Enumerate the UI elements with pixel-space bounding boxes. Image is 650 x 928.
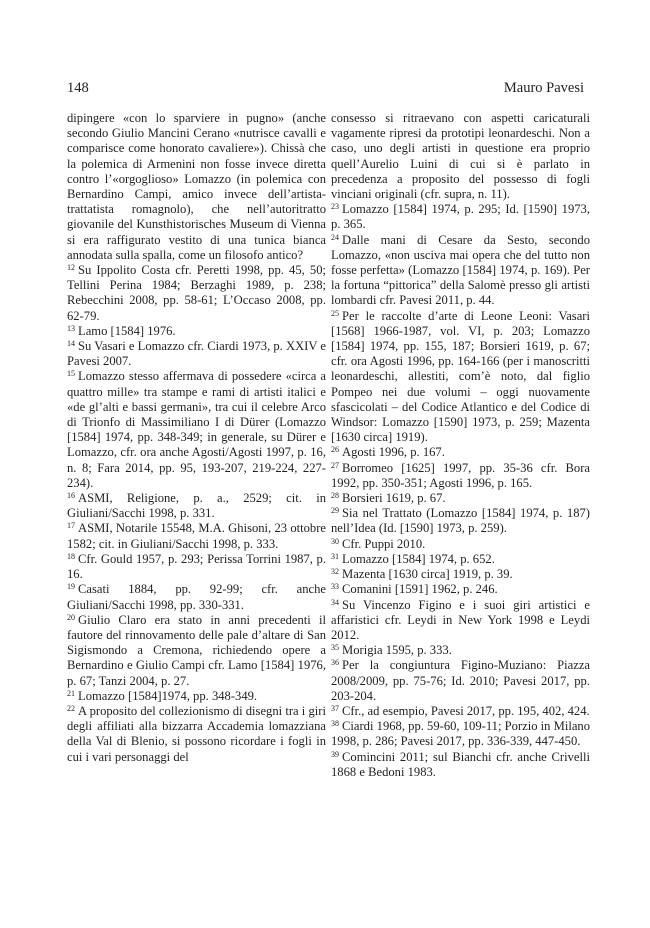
footnote-13: $^{13}$ Lamo [1584] 1976.	[67, 323, 176, 338]
footnote-22-continuation: consesso si ritraevano con aspetti caricaturali vagamente ripresi da prototipi leonardeschi. Non a caso, uno degli artisti in questione era proprio quell’Aurelio Luini di cui si è parlato in precedenza a proposito del possesso di fogli vinciani originali (cfr. supra, n. 11).	[331, 111, 590, 202]
footnote-25: $^{25}$ Per le raccolte d’arte di Leone Leoni: Vasari [1568] 1966-1987, vol. VI, p. 203; Lomazzo [1584] 1974, pp. 155, 187; Borsieri 1619, p. 67; cfr. ora Agosti 1996, pp. 164-166 (per i manoscritti leonardeschi, allestiti, com’è noto, dal figlio Pompeo nei due volumi – oggi nuovamente sfascicolati – del Codice Atlantico e del Codice di Windsor: Lomazzo [1590] 1973, p. 259; Mazenta [1630 circa] 1919).	[331, 308, 590, 445]
footnote-16: $^{16}$ ASMI, Religione, p. a., 2529; cit. in Giuliani/Sacchi 1998, p. 331.	[67, 491, 326, 521]
body-paragraph: dipingere «con lo sparviere in pugno» (anche secondo Giulio Mancini Cerano «nutrisce cavalli e comparisce come honorato cavaliere»). Chissà che la polemica di Armenini non fosse invece diretta contro l’«orgoglioso» Lomazzo (in polemica con Bernardino Campi, amico invece dell’artista-trattatista romagnolo), che nell’autoritratto giovanile del Kunsthistorisches Museum di Vienna si era raffigurato vestito di una tunica bianca annodata sulla spalla, come un filosofo antico?	[67, 111, 326, 262]
footnote-27: $^{27}$ Borromeo [1625] 1997, pp. 35-36 cfr. Bora 1992, pp. 350-351; Agosti 1996, p. 165.	[331, 460, 590, 490]
left-column	[67, 111, 326, 765]
footnote-31: $^{31}$ Lomazzo [1584] 1974, p. 652.	[331, 551, 495, 566]
footnote-30: $^{30}$ Cfr. Puppi 2010.	[331, 536, 426, 551]
footnote-32: $^{32}$ Mazenta [1630 circa] 1919, p. 39.	[331, 567, 513, 582]
footnote-22: $^{22}$ A proposito del collezionismo di disegni tra i giri degli affiliati alla bizzarra Accademia lomazziana della Val di Blenio, si possono ricordare i fogli in cui i vari personaggi del	[67, 703, 326, 764]
footnote-37: $^{37}$ Cfr., ad esempio, Pavesi 2017, pp. 195, 402, 424.	[331, 703, 590, 718]
footnote-33: $^{33}$ Comanini [1591] 1962, p. 246.	[331, 582, 498, 597]
footnote-20: $^{20}$ Giulio Claro era stato in anni precedenti il fautore del rinnovamento delle pale d’altare di San Sigismondo a Cremona, richiedendo opere a Bernardino e Giulio Campi cfr. Lamo [1584] 1976, p. 67; Tanzi 2004, p. 27.	[67, 612, 326, 688]
footnote-17: $^{17}$ ASMI, Notarile 15548, M.A. Ghisoni, 23 ottobre 1582; cit. in Giuliani/Sacchi 1998, p. 333.	[67, 521, 326, 551]
page-number: 148	[67, 80, 89, 96]
right-column	[331, 111, 590, 780]
running-head: Mauro Pavesi	[503, 80, 584, 96]
footnote-35: $^{35}$ Morigia 1595, p. 333.	[331, 643, 452, 658]
footnote-19: $^{19}$ Casati 1884, pp. 92-99; cfr. anche Giuliani/Sacchi 1998, pp. 330-331.	[67, 582, 326, 612]
footnote-34: $^{34}$ Su Vincenzo Figino e i suoi giri artistici e affaristici cfr. Leydi in New York 1998 e Leydi 2012.	[331, 597, 590, 642]
footnote-12: $^{12}$ Su Ippolito Costa cfr. Peretti 1998, pp. 45, 50; Tellini Perina 1984; Berzaghi 1989, p. 238; Rebecchini 2008, pp. 58-61; L’Occaso 2008, pp. 62-79.	[67, 263, 326, 323]
footnote-29: $^{29}$ Sia nel Trattato (Lomazzo [1584] 1974, p. 187) nell’Idea (Id. [1590] 1973, p. 259).	[331, 506, 590, 536]
footnote-28: $^{28}$ Borsieri 1619, p. 67.	[331, 491, 446, 506]
footnote-39: $^{39}$ Comincini 2011; sul Bianchi cfr. anche Crivelli 1868 e Bedoni 1983.	[331, 749, 590, 779]
footnote-15: $^{15}$ Lomazzo stesso affermava di possedere «circa a quattro mille» tra stampe e rami di artisti italici e «de gl’alti e bassi germani», tra cui il celebre Arco di Trionfo di Massimiliano I di Dürer (Lomazzo [1584] 1974, pp. 348-349; in generale, su Dürer e Lomazzo, cfr. ora anche Agosti/Agosti 1997, p. 16, n. 8; Fara 2014, pp. 95, 193-207, 219-224, 227-234).	[67, 369, 326, 490]
footnote-38: $^{38}$ Ciardi 1968, pp. 59-60, 109-11; Porzio in Milano 1998, p. 286; Pavesi 2017, pp. 336-339, 447-450.	[331, 719, 590, 749]
footnote-23: $^{23}$ Lomazzo [1584] 1974, p. 295; Id. [1590] 1973, p. 365.	[331, 202, 590, 232]
footnote-21: $^{21}$ Lomazzo [1584]1974, pp. 348-349.	[67, 688, 258, 703]
footnote-24: $^{24}$ Dalle mani di Cesare da Sesto, secondo Lomazzo, «non usciva mai opera che del tutto non fosse perfetta» (Lomazzo [1584] 1974, p. 169). Per la fortuna “pittorica” della Salomè presso gli artisti lombardi cfr. Pavesi 2011, p. 44.	[331, 232, 590, 308]
footnote-36: $^{36}$ Per la congiuntura Figino-Muziano: Piazza 2008/2009, pp. 75-76; Id. 2010; Pavesi 2017, pp. 203-204.	[331, 658, 590, 703]
footnote-18: $^{18}$ Cfr. Gould 1957, p. 293; Perissa Torrini 1987, p. 16.	[67, 551, 326, 582]
footnote-26: $^{26}$ Agosti 1996, p. 167.	[331, 445, 445, 460]
footnote-14: $^{14}$ Su Vasari e Lomazzo cfr. Ciardi 1973, p. XXIV e Pavesi 2007.	[67, 339, 326, 369]
